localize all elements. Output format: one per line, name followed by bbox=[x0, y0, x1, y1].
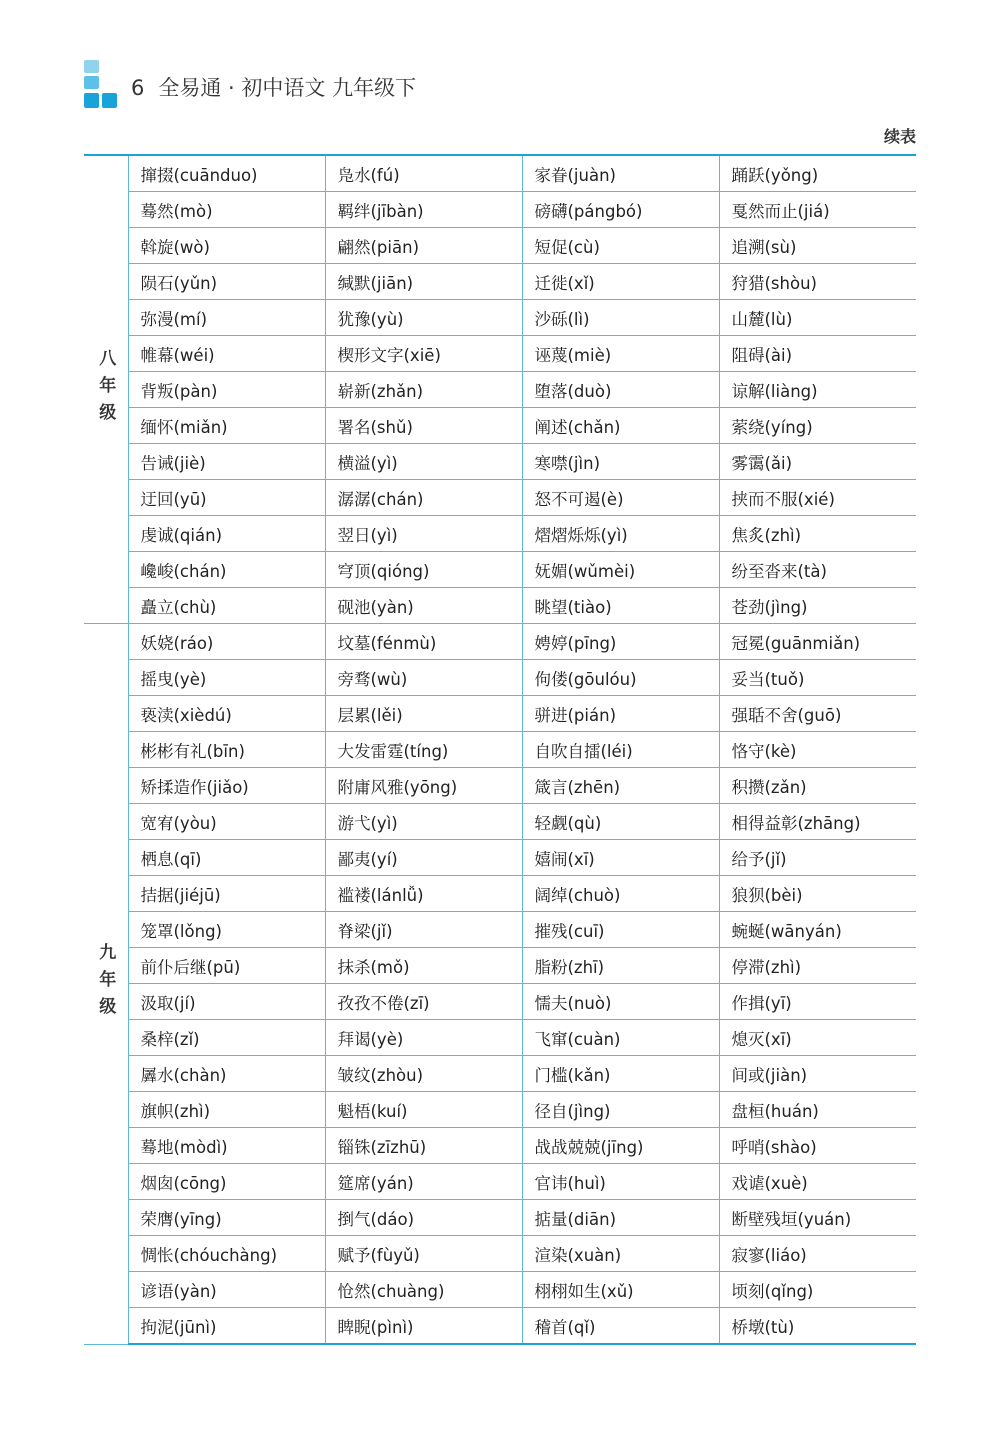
table-row bbox=[84, 228, 916, 264]
vocab-entry: 雾霭(ǎi) bbox=[719, 444, 916, 480]
table-row bbox=[84, 192, 916, 228]
vocab-entry: 虔诚(qián) bbox=[128, 516, 325, 552]
table-row bbox=[84, 1236, 916, 1272]
vocab-entry: 烟囱(cōng) bbox=[128, 1164, 325, 1200]
table-row bbox=[84, 732, 916, 768]
grade-label: 八年级 bbox=[84, 155, 128, 624]
vocab-entry: 游弋(yì) bbox=[325, 804, 522, 840]
vocab-entry: 缅怀(miǎn) bbox=[128, 408, 325, 444]
vocab-entry: 战战兢兢(jīng) bbox=[522, 1128, 719, 1164]
vocab-entry: 间或(jiàn) bbox=[719, 1056, 916, 1092]
grade-label: 九年级 bbox=[84, 624, 128, 1345]
vocab-entry: 恪守(kè) bbox=[719, 732, 916, 768]
vocab-entry: 拜谒(yè) bbox=[325, 1020, 522, 1056]
vocab-entry: 坟墓(fénmù) bbox=[325, 624, 522, 660]
table-row bbox=[84, 768, 916, 804]
table-row bbox=[84, 1308, 916, 1345]
vocab-entry: 作揖(yī) bbox=[719, 984, 916, 1020]
table-row bbox=[84, 336, 916, 372]
vocab-entry: 熠熠烁烁(yì) bbox=[522, 516, 719, 552]
vocab-entry: 寂寥(liáo) bbox=[719, 1236, 916, 1272]
vocab-entry: 骈进(pián) bbox=[522, 696, 719, 732]
vocab-entry: 顷刻(qǐng) bbox=[719, 1272, 916, 1308]
vocab-entry: 阔绰(chuò) bbox=[522, 876, 719, 912]
vocab-entry: 飞窜(cuàn) bbox=[522, 1020, 719, 1056]
vocab-entry: 蓦地(mòdì) bbox=[128, 1128, 325, 1164]
vocab-entry: 捯气(dáo) bbox=[325, 1200, 522, 1236]
vocab-entry: 脊梁(jǐ) bbox=[325, 912, 522, 948]
table-row bbox=[84, 1020, 916, 1056]
vocab-entry: 背叛(pàn) bbox=[128, 372, 325, 408]
vocab-entry: 渲染(xuàn) bbox=[522, 1236, 719, 1272]
vocab-entry: 迂回(yū) bbox=[128, 480, 325, 516]
table-row bbox=[84, 155, 916, 192]
vocab-entry: 告诫(jiè) bbox=[128, 444, 325, 480]
vocab-entry: 羁绊(jībàn) bbox=[325, 192, 522, 228]
vocab-entry: 踊跃(yǒng) bbox=[719, 155, 916, 192]
table-row bbox=[84, 264, 916, 300]
vocab-entry: 沙砾(lì) bbox=[522, 300, 719, 336]
vocab-entry: 磅礴(pángbó) bbox=[522, 192, 719, 228]
vocab-entry: 荣膺(yīng) bbox=[128, 1200, 325, 1236]
vocab-entry: 怒不可遏(è) bbox=[522, 480, 719, 516]
table-row bbox=[84, 444, 916, 480]
table-row bbox=[84, 1200, 916, 1236]
table-row bbox=[84, 300, 916, 336]
vocab-entry: 魁梧(kuí) bbox=[325, 1092, 522, 1128]
page-number: 6 bbox=[131, 76, 145, 100]
vocab-entry: 谅解(liàng) bbox=[719, 372, 916, 408]
vocab-entry: 阐述(chǎn) bbox=[522, 408, 719, 444]
vocab-entry: 盘桓(huán) bbox=[719, 1092, 916, 1128]
vocab-entry: 脂粉(zhī) bbox=[522, 948, 719, 984]
vocab-entry: 戏谑(xuè) bbox=[719, 1164, 916, 1200]
table-row bbox=[84, 1128, 916, 1164]
vocab-entry: 崭新(zhǎn) bbox=[325, 372, 522, 408]
vocab-entry: 径自(jìng) bbox=[522, 1092, 719, 1128]
vocab-entry: 呼哨(shào) bbox=[719, 1128, 916, 1164]
vocab-entry: 阻碍(ài) bbox=[719, 336, 916, 372]
vocab-entry: 翩然(piān) bbox=[325, 228, 522, 264]
publisher-logo bbox=[84, 60, 120, 110]
vocab-entry: 佝偻(gōulóu) bbox=[522, 660, 719, 696]
vocab-entry: 矗立(chù) bbox=[128, 588, 325, 624]
vocab-entry: 摧残(cuī) bbox=[522, 912, 719, 948]
vocab-entry: 桥墩(tù) bbox=[719, 1308, 916, 1345]
vocab-entry: 斡旋(wò) bbox=[128, 228, 325, 264]
vocab-entry: 熄灭(xī) bbox=[719, 1020, 916, 1056]
vocab-entry: 陨石(yǔn) bbox=[128, 264, 325, 300]
vocab-entry: 羼水(chàn) bbox=[128, 1056, 325, 1092]
vocab-entry: 妖娆(ráo) bbox=[128, 624, 325, 660]
vocab-entry: 积攒(zǎn) bbox=[719, 768, 916, 804]
vocab-entry: 谚语(yàn) bbox=[128, 1272, 325, 1308]
table-row bbox=[84, 408, 916, 444]
vocab-entry: 蓦然(mò) bbox=[128, 192, 325, 228]
vocab-entry: 堕落(duò) bbox=[522, 372, 719, 408]
book-title: 全易通 · 初中语文 九年级下 bbox=[158, 76, 417, 100]
running-header bbox=[131, 72, 416, 102]
vocab-entry: 拘泥(jūnì) bbox=[128, 1308, 325, 1345]
vocab-entry: 狼狈(bèi) bbox=[719, 876, 916, 912]
vocab-entry: 抹杀(mǒ) bbox=[325, 948, 522, 984]
vocab-entry: 门槛(kǎn) bbox=[522, 1056, 719, 1092]
vocab-entry: 诬蔑(miè) bbox=[522, 336, 719, 372]
table-row bbox=[84, 372, 916, 408]
vocab-entry: 栩栩如生(xǔ) bbox=[522, 1272, 719, 1308]
vocab-entry: 自吹自擂(léi) bbox=[522, 732, 719, 768]
vocab-entry: 皱纹(zhòu) bbox=[325, 1056, 522, 1092]
table-row bbox=[84, 660, 916, 696]
vocab-entry: 巉峻(chán) bbox=[128, 552, 325, 588]
table-row bbox=[84, 696, 916, 732]
vocab-entry: 箴言(zhēn) bbox=[522, 768, 719, 804]
vocab-entry: 追溯(sù) bbox=[719, 228, 916, 264]
vocab-entry: 惆怅(chóuchàng) bbox=[128, 1236, 325, 1272]
vocab-entry: 焦炙(zhì) bbox=[719, 516, 916, 552]
vocab-entry: 嬉闹(xī) bbox=[522, 840, 719, 876]
table-row bbox=[84, 984, 916, 1020]
vocab-entry: 孜孜不倦(zī) bbox=[325, 984, 522, 1020]
vocab-entry: 冠冕(guānmiǎn) bbox=[719, 624, 916, 660]
table-row bbox=[84, 912, 916, 948]
vocab-entry: 砚池(yàn) bbox=[325, 588, 522, 624]
vocab-entry: 苍劲(jìng) bbox=[719, 588, 916, 624]
table-row bbox=[84, 840, 916, 876]
vocab-entry: 拮据(jiéjū) bbox=[128, 876, 325, 912]
vocab-entry: 栖息(qī) bbox=[128, 840, 325, 876]
table-row bbox=[84, 876, 916, 912]
vocab-entry: 楔形文字(xiē) bbox=[325, 336, 522, 372]
vocab-entry: 鄙夷(yí) bbox=[325, 840, 522, 876]
vocab-entry: 停滞(zhì) bbox=[719, 948, 916, 984]
vocab-entry: 潺潺(chán) bbox=[325, 480, 522, 516]
vocab-entry: 凫水(fú) bbox=[325, 155, 522, 192]
vocab-entry: 断壁残垣(yuán) bbox=[719, 1200, 916, 1236]
vocab-entry: 汲取(jí) bbox=[128, 984, 325, 1020]
vocab-entry: 迁徙(xǐ) bbox=[522, 264, 719, 300]
vocab-entry: 筵席(yán) bbox=[325, 1164, 522, 1200]
table-row bbox=[84, 948, 916, 984]
vocab-entry: 稽首(qǐ) bbox=[522, 1308, 719, 1345]
vocab-entry: 妥当(tuǒ) bbox=[719, 660, 916, 696]
table-row bbox=[84, 588, 916, 624]
table-row bbox=[84, 804, 916, 840]
vocab-entry: 纷至沓来(tà) bbox=[719, 552, 916, 588]
vocab-entry: 桑梓(zǐ) bbox=[128, 1020, 325, 1056]
vocab-entry: 附庸风雅(yōng) bbox=[325, 768, 522, 804]
vocab-entry: 相得益彰(zhāng) bbox=[719, 804, 916, 840]
vocab-entry: 妩媚(wǔmèi) bbox=[522, 552, 719, 588]
vocab-entry: 萦绕(yíng) bbox=[719, 408, 916, 444]
table-row bbox=[84, 1092, 916, 1128]
vocab-entry: 短促(cù) bbox=[522, 228, 719, 264]
vocab-entry: 彬彬有礼(bīn) bbox=[128, 732, 325, 768]
vocab-entry: 摇曳(yè) bbox=[128, 660, 325, 696]
vocab-entry: 娉婷(pīng) bbox=[522, 624, 719, 660]
vocab-entry: 弥漫(mí) bbox=[128, 300, 325, 336]
vocab-entry: 旗帜(zhì) bbox=[128, 1092, 325, 1128]
vocab-entry: 赋予(fùyǔ) bbox=[325, 1236, 522, 1272]
vocab-entry: 掂量(diān) bbox=[522, 1200, 719, 1236]
table-row bbox=[84, 1272, 916, 1308]
vocab-entry: 犹豫(yù) bbox=[325, 300, 522, 336]
table-row bbox=[84, 624, 916, 660]
vocab-entry: 帷幕(wéi) bbox=[128, 336, 325, 372]
vocab-entry: 给予(jǐ) bbox=[719, 840, 916, 876]
table-row bbox=[84, 1164, 916, 1200]
table-row bbox=[84, 516, 916, 552]
vocab-entry: 穹顶(qióng) bbox=[325, 552, 522, 588]
vocab-entry: 宽宥(yòu) bbox=[128, 804, 325, 840]
vocab-entry: 缄默(jiān) bbox=[325, 264, 522, 300]
vocab-entry: 蜿蜒(wānyán) bbox=[719, 912, 916, 948]
vocab-entry: 翌日(yì) bbox=[325, 516, 522, 552]
vocab-entry: 矫揉造作(jiǎo) bbox=[128, 768, 325, 804]
vocab-entry: 狩猎(shòu) bbox=[719, 264, 916, 300]
vocab-entry: 睥睨(pìnì) bbox=[325, 1308, 522, 1345]
table-row bbox=[84, 552, 916, 588]
continued-label: 续表 bbox=[883, 127, 916, 146]
vocab-entry: 山麓(lù) bbox=[719, 300, 916, 336]
table-row bbox=[84, 1056, 916, 1092]
vocab-entry: 挟而不服(xié) bbox=[719, 480, 916, 516]
vocab-entry: 褴褛(lánlǚ) bbox=[325, 876, 522, 912]
vocab-entry: 署名(shǔ) bbox=[325, 408, 522, 444]
vocab-entry: 亵渎(xièdú) bbox=[128, 696, 325, 732]
vocab-entry: 眺望(tiào) bbox=[522, 588, 719, 624]
vocab-entry: 大发雷霆(tíng) bbox=[325, 732, 522, 768]
vocab-entry: 懦夫(nuò) bbox=[522, 984, 719, 1020]
vocab-entry: 戛然而止(jiá) bbox=[719, 192, 916, 228]
vocabulary-table bbox=[84, 154, 916, 1345]
vocab-entry: 横溢(yì) bbox=[325, 444, 522, 480]
vocab-entry: 旁骛(wù) bbox=[325, 660, 522, 696]
vocab-entry: 家眷(juàn) bbox=[522, 155, 719, 192]
vocab-entry: 锱铢(zīzhū) bbox=[325, 1128, 522, 1164]
vocab-entry: 撺掇(cuānduo) bbox=[128, 155, 325, 192]
vocab-entry: 前仆后继(pū) bbox=[128, 948, 325, 984]
vocab-entry: 轻觑(qù) bbox=[522, 804, 719, 840]
vocab-entry: 层累(lěi) bbox=[325, 696, 522, 732]
vocab-entry: 笼罩(lǒng) bbox=[128, 912, 325, 948]
vocab-entry: 怆然(chuàng) bbox=[325, 1272, 522, 1308]
table-row bbox=[84, 480, 916, 516]
vocab-entry: 寒噤(jìn) bbox=[522, 444, 719, 480]
vocab-entry: 强聒不舍(guō) bbox=[719, 696, 916, 732]
vocab-entry: 官讳(huì) bbox=[522, 1164, 719, 1200]
